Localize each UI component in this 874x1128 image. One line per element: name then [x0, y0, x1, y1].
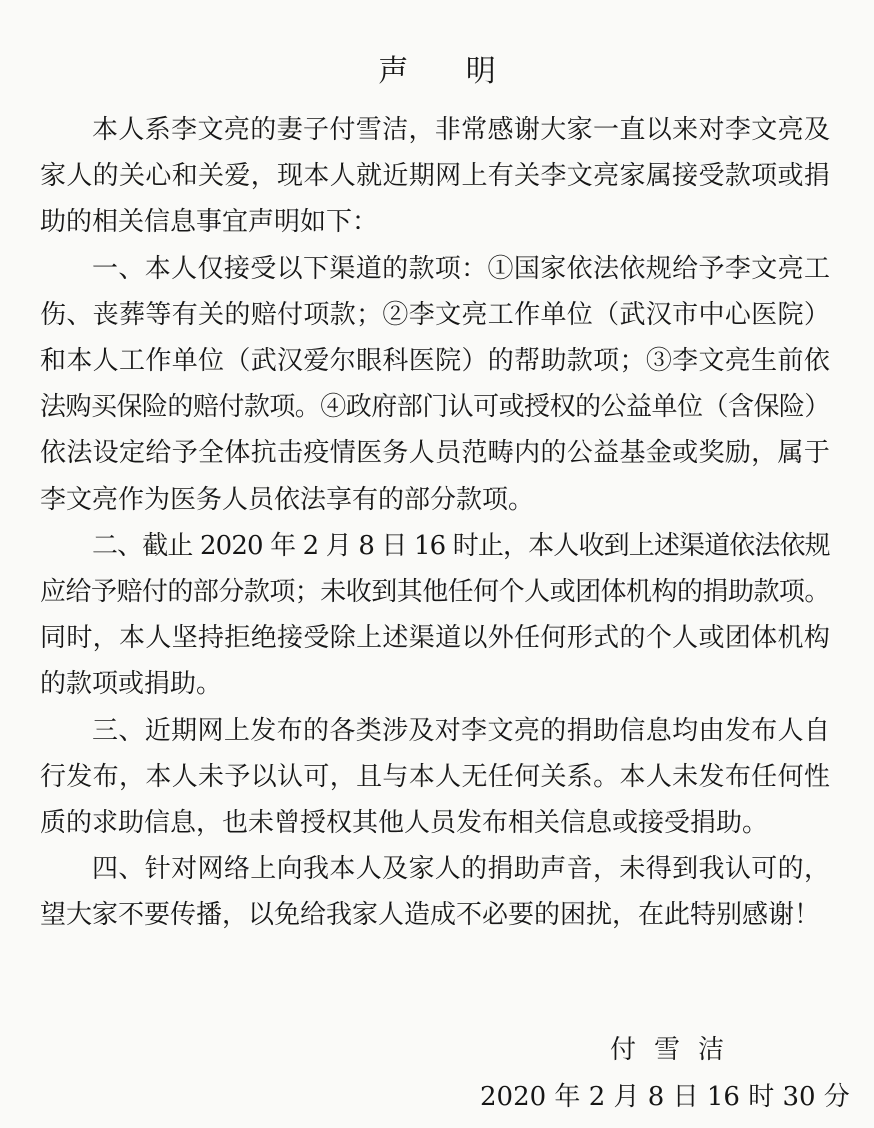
statement-line: 四、针对网络上向我本人及家人的捐助声音，未得到我认可的，	[92, 854, 831, 885]
statement-line: 应给予赔付的部分款项；未收到其他任何个人或团体机构的捐助款项。	[40, 577, 830, 607]
statement-line: 的款项或捐助。	[40, 669, 223, 700]
signature-name: 付雪洁	[610, 1035, 743, 1065]
statement-line: 依法设定给予全体抗击疫情医务人员范畴内的公益基金或奖励，属于	[40, 438, 831, 469]
statement-line: 李文亮作为医务人员依法享有的部分款项。	[40, 484, 535, 515]
statement-line: 质的求助信息，也未曾授权其他人员发布相关信息或接受捐助。	[40, 808, 769, 838]
statement-line: 二、截止 2020 年 2 月 8 日 16 时止，本人收到上述渠道依法依规	[92, 530, 830, 561]
statement-line: 助的相关信息事宜声明如下：	[40, 207, 379, 238]
statement-line: 同时，本人坚持拒绝接受除上述渠道以外任何形式的个人或团体机构	[40, 623, 831, 654]
statement-line: 一、本人仅接受以下渠道的款项：①国家依法依规给予李文亮工	[92, 253, 831, 284]
statement-line: 望大家不要传播，以免给我家人造成不必要的困扰，在此特别感谢！	[40, 900, 821, 931]
statement-line: 三、近期网上发布的各类涉及对李文亮的捐助信息均由发布人自	[92, 715, 831, 746]
statement-line: 法购买保险的赔付款项。④政府部门认可或授权的公益单位（含保险）	[40, 392, 830, 423]
statement-line: 家人的关心和关爱，现本人就近期网上有关李文亮家属接受款项或捐	[40, 161, 831, 192]
statement-line: 行发布，本人未予以认可，且与本人无任何关系。本人未发布任何性	[40, 761, 831, 792]
signature-date: 2020 年 2 月 8 日 16 时 30 分	[480, 1082, 850, 1112]
statement-line: 和本人工作单位（武汉爱尔眼科医院）的帮助款项；③李文亮生前依	[40, 346, 831, 376]
statement-line: 伤、丧葬等有关的赔付项款；②李文亮工作单位（武汉市中心医院）	[40, 299, 831, 330]
statement-line: 本人系李文亮的妻子付雪洁，非常感谢大家一直以来对李文亮及	[92, 115, 831, 145]
document-title: 声 明	[378, 54, 520, 89]
